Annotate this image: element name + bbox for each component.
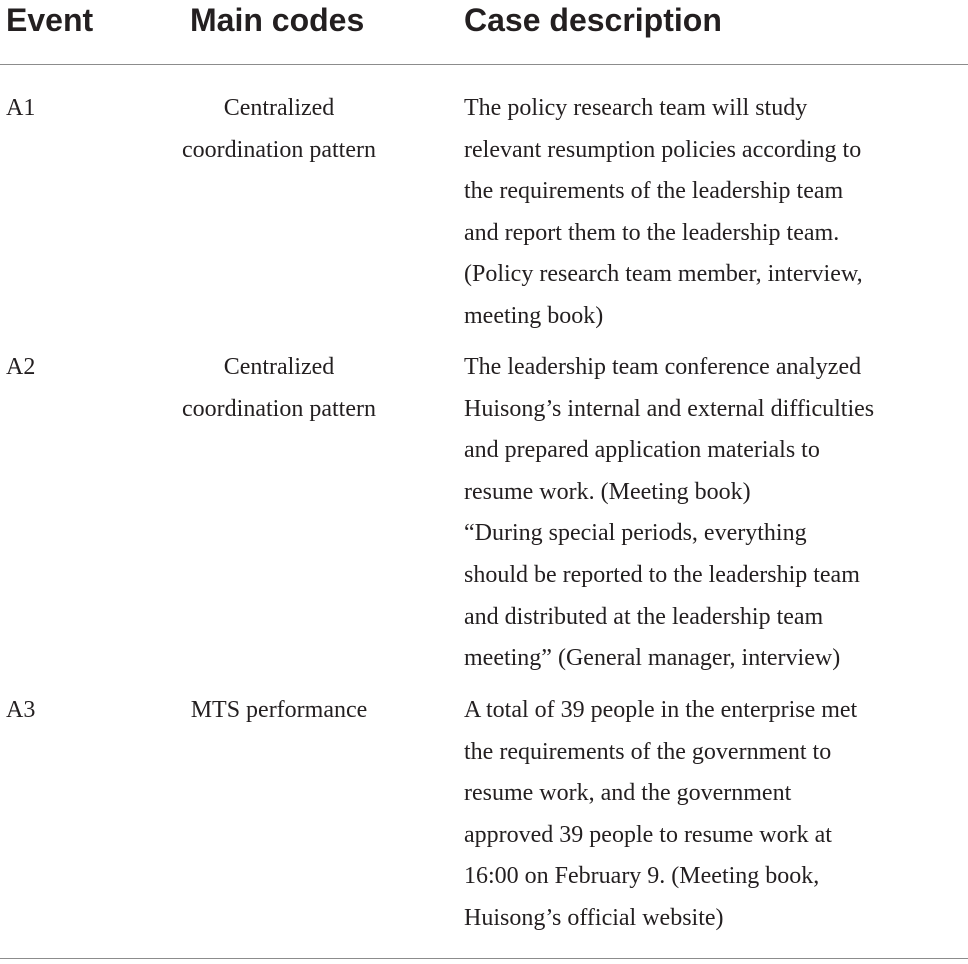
description-line: resume work, and the government	[464, 780, 792, 807]
row-case-description	[464, 88, 964, 338]
description-line: (Policy research team member, interview,	[464, 261, 863, 288]
description-line: resume work. (Meeting book)	[464, 478, 751, 505]
description-line: and report them to the leadership team.	[464, 219, 840, 246]
row-main-codes	[130, 690, 428, 732]
row-main-codes	[130, 347, 428, 430]
description-line: and distributed at the leadership team	[464, 603, 824, 630]
table-row	[0, 88, 968, 338]
description-line: relevant resumption policies according to	[464, 136, 862, 163]
codes-line: Centralized	[223, 95, 335, 121]
header-event: Event	[6, 2, 94, 38]
description-line: The leadership team conference analyzed	[464, 354, 862, 380]
row-case-description	[464, 690, 964, 940]
table-row	[0, 347, 968, 687]
table-header	[0, 0, 968, 65]
description-line: Huisong’s internal and external difficulties	[464, 395, 875, 422]
row-main-codes	[130, 88, 428, 171]
row-case-description	[464, 347, 964, 680]
codes-line: coordination pattern	[182, 395, 376, 422]
header-case-description: Case description	[464, 2, 722, 38]
row-event: A1	[6, 95, 36, 121]
row-event: A3	[6, 697, 36, 723]
description-line: meeting book)	[464, 302, 604, 329]
description-line: 16:00 on February 9. (Meeting book,	[464, 863, 820, 890]
row-event: A2	[6, 354, 36, 380]
description-line: and prepared application materials to	[464, 437, 820, 464]
codes-line: coordination pattern	[182, 136, 376, 163]
description-line: Huisong’s official website)	[464, 904, 724, 931]
description-line: the requirements of the government to	[464, 738, 832, 765]
description-line: the requirements of the leadership team	[464, 178, 844, 205]
description-line: meeting” (General manager, interview)	[464, 645, 841, 672]
header-main-codes: Main codes	[190, 2, 365, 38]
description-line: approved 39 people to resume work at	[464, 821, 832, 848]
codes-line: MTS performance	[190, 697, 368, 723]
description-line: should be reported to the leadership team	[464, 561, 860, 588]
table-bottom-rule	[0, 958, 968, 959]
description-line: The policy research team will study	[464, 95, 808, 121]
description-line: A total of 39 people in the enterprise met	[464, 697, 858, 723]
description-line: “During special periods, everything	[464, 520, 807, 547]
table-row	[0, 690, 968, 950]
codes-line: Centralized	[223, 354, 335, 380]
